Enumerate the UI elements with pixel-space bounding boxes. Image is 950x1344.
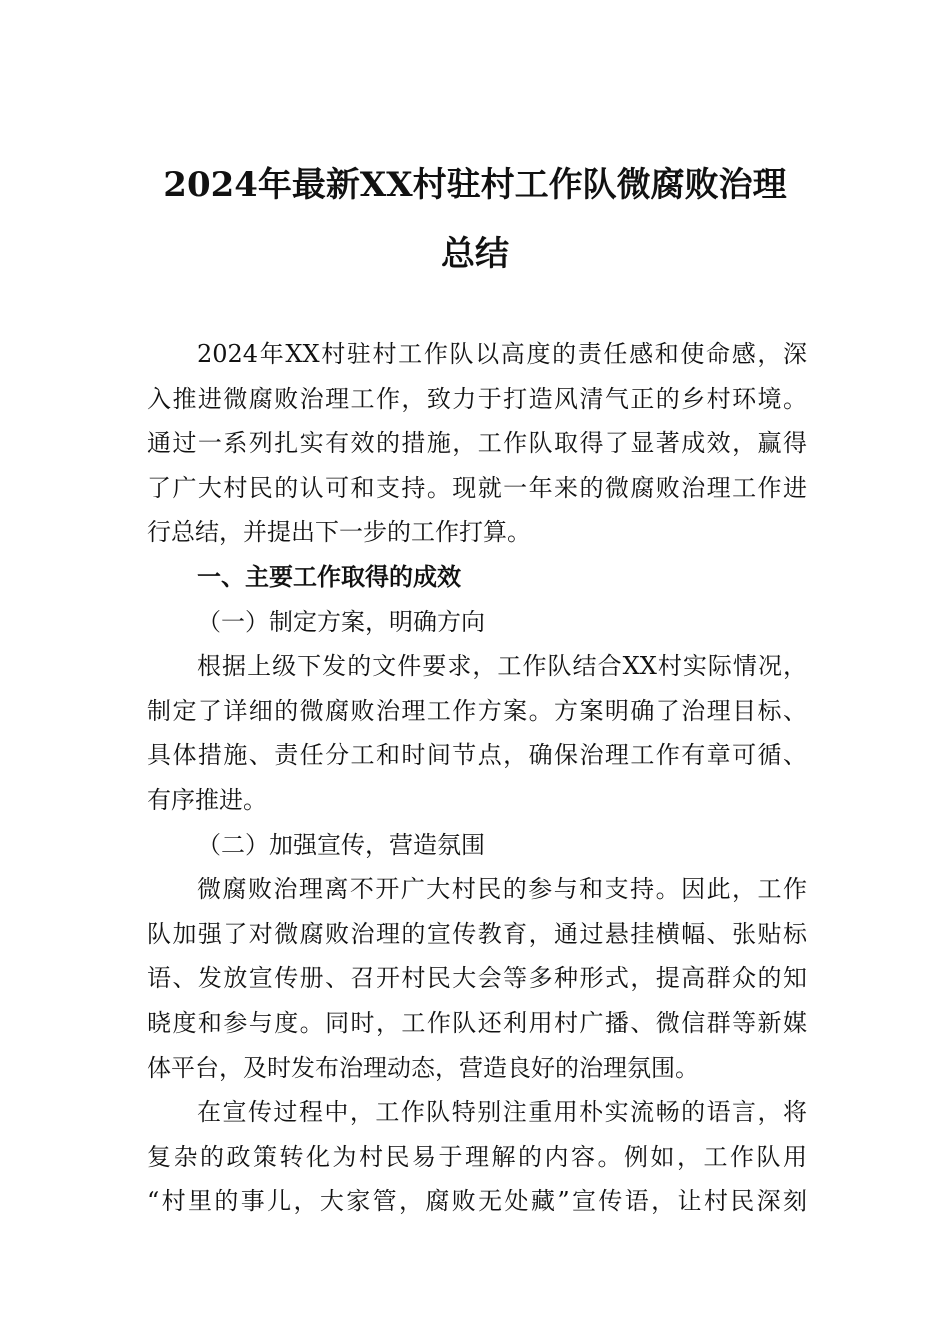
paragraph-line: 制定了详细的微腐败治理工作方案。方案明确了治理目标、 [147,696,807,725]
paragraph-line: 入推进微腐败治理工作，致力于打造风清气正的乡村环境。 [147,384,807,413]
paragraph-line: 行总结，并提出下一步的工作打算。 [147,518,531,547]
paragraph-line: 队加强了对微腐败治理的宣传教育，通过悬挂横幅、张贴标 [147,919,807,948]
paragraph-line: 2024年XX村驻村工作队以高度的责任感和使命感，深 [197,340,807,368]
paragraph-line: 复杂的政策转化为村民易于理解的内容。例如，工作队用 [147,1142,807,1171]
paragraph-line: 体平台，及时发布治理动态，营造良好的治理氛围。 [147,1053,699,1082]
document-title-line-1: 2024年最新XX村驻村工作队微腐败治理 [163,165,787,205]
paragraph-line: “村里的事儿，大家管，腐败无处藏”宣传语，让村民深刻 [147,1187,807,1216]
paragraph-line: 具体措施、责任分工和时间节点，确保治理工作有章可循、 [147,741,807,770]
paragraph-line: 在宣传过程中，工作队特别注重用朴实流畅的语言，将 [197,1098,807,1127]
subsection-heading: （一）制定方案，明确方向 [197,607,485,636]
section-heading: 一、主要工作取得的成效 [197,562,461,591]
paragraph-line: 了广大村民的认可和支持。现就一年来的微腐败治理工作进 [147,473,807,502]
paragraph-line: 有序推进。 [147,785,267,814]
paragraph-line: 晓度和参与度。同时，工作队还利用村广播、微信群等新媒 [147,1008,807,1037]
paragraph-line: 根据上级下发的文件要求，工作队结合XX村实际情况， [197,652,807,681]
document-body [147,332,807,1224]
subsection-heading: （二）加强宣传，营造氛围 [197,830,485,859]
paragraph-line: 语、发放宣传册、召开村民大会等多种形式，提高群众的知 [147,964,807,993]
paragraph-line: 微腐败治理离不开广大村民的参与和支持。因此，工作 [197,875,807,904]
document-title-line-2: 总结 [441,234,509,274]
paragraph-line: 通过一系列扎实有效的措施，工作队取得了显著成效，赢得 [147,429,807,458]
